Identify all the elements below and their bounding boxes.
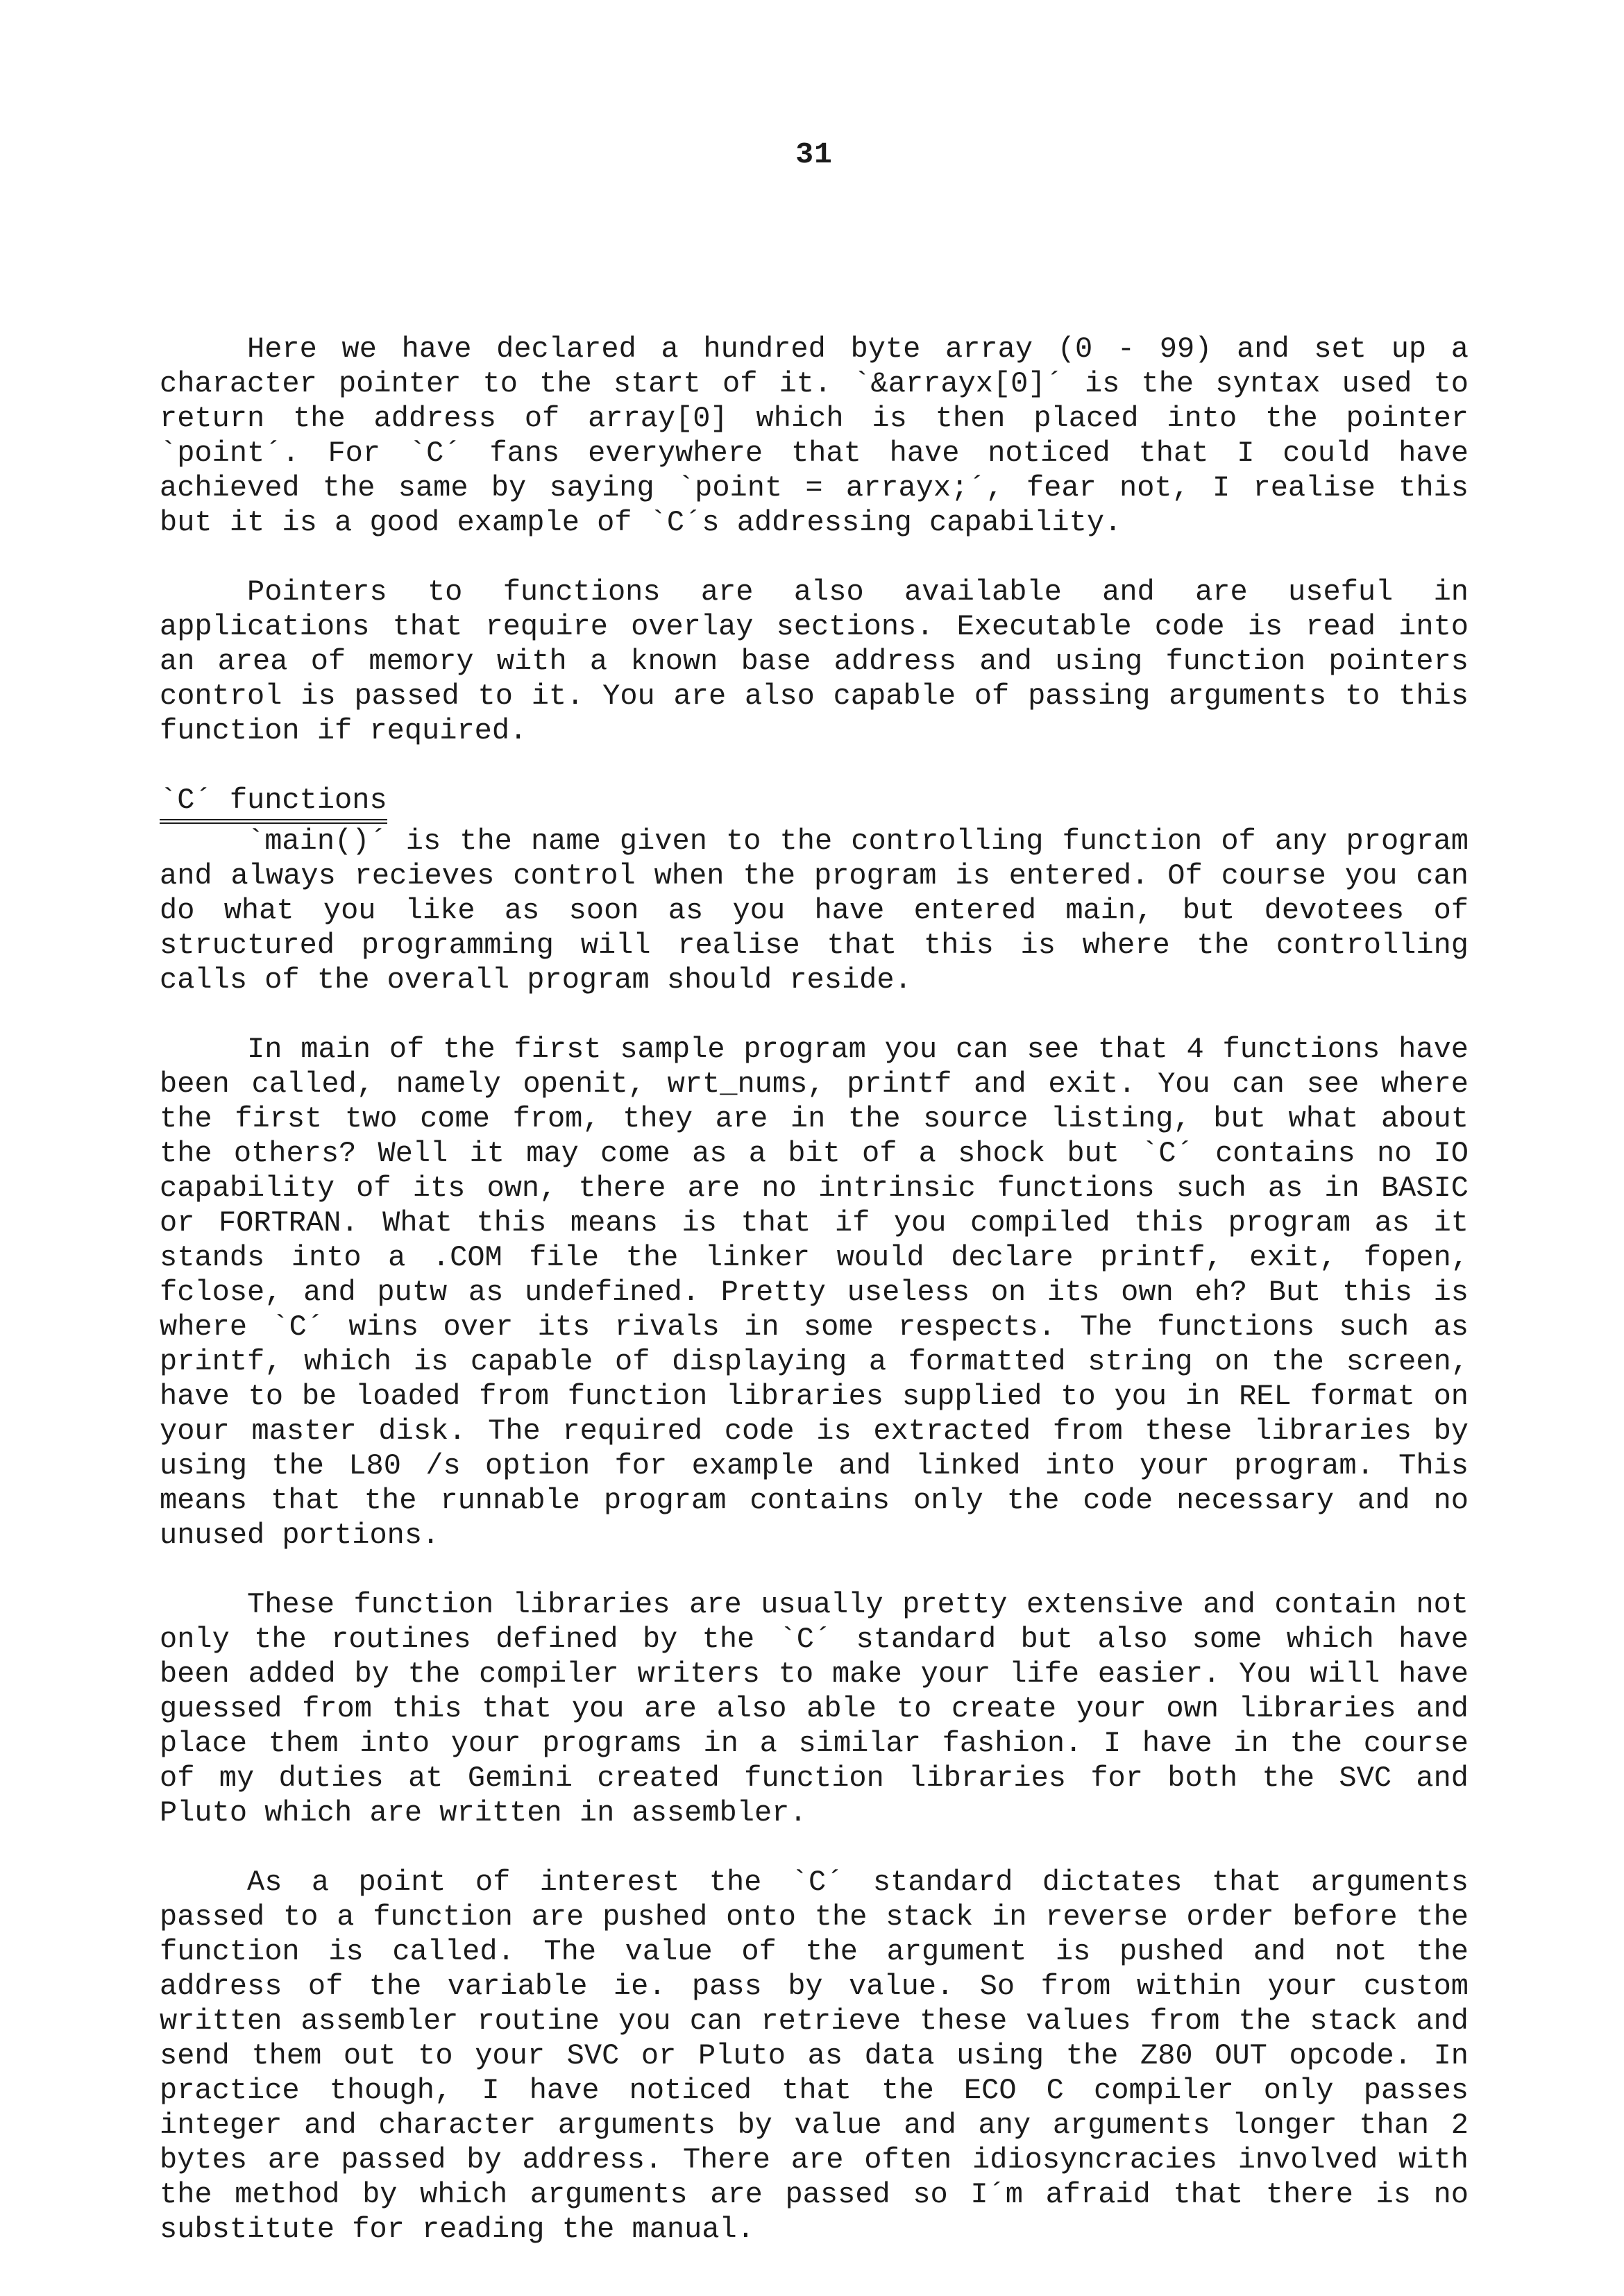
paragraph-main-function: `main()´ is the name given to the controlling function of any program and always recieves control when the program is entered. Of course you can do what you like as soon as you have entered main, but devotees of structured programming will realise that this is where the controlling calls of the overall program should reside. bbox=[160, 825, 1469, 997]
paragraph-argument-passing: As a point of interest the `C´ standard dictates that arguments passed to a function are pushed onto the stack in reverse order before the function is called. The value of the argument is pushed and not the address of the variable ie. pass by value. So from within your custom written assembler routine you can retrieve these values from the stack and send them out to your SVC or Pluto as data using the Z80 OUT opcode. In practice though, I have noticed that the ECO C compiler only passes integer and character arguments by value and any arguments longer than 2 bytes are passed by address. There are often idiosyncracies involved with the method by which arguments are passed so I´m afraid that there is no substitute for reading the manual. bbox=[160, 1866, 1469, 2246]
section-heading-text: `C´ functions bbox=[160, 783, 387, 824]
paragraph-array-pointer: Here we have declared a hundred byte array (0 - 99) and set up a character pointer to the start of it. `&arrayx[0]´ is the syntax used to return the address of array[0] which is then placed into the pointer `point´. For `C´ fans everywhere that have noticed that I could have achieved the same by saying `point = arrayx;´, fear not, I realise this but it is a good example of `C´s addressing capability. bbox=[160, 332, 1469, 539]
page-number: 31 bbox=[795, 137, 833, 171]
paragraph-io-libraries: In main of the first sample program you can see that 4 functions have been called, namely openit, wrt_nums, printf and exit. You can see where the first two come from, they are in the source listing, but what about the others? Well it may come as a bit of a shock but `C´ contains no IO capability of its own, there are no intrinsic functions such as in BASIC or FORTRAN. What this means is that if you compiled this program as it stands into a .COM file the linker would declare printf, exit, fopen, fclose, and putw as undefined. Pretty useless on its own eh? But this is where `C´ wins over its rivals in some respects. The functions such as printf, which is capable of displaying a formatted string on the screen, have to be loaded from function libraries supplied to you in REL format on your master disk. The required code is extracted from these libraries by using the L80 /s option for example and linked into your program. This means that the runnable program contains only the code necessary and no unused portions. bbox=[160, 1033, 1469, 1552]
section-heading bbox=[160, 783, 1469, 824]
paragraph-function-pointers: Pointers to functions are also available and are useful in applications that require overlay sections. Executable code is read into an area of memory with a known base address and using function pointers control is passed to it. You are also capable of passing arguments to this function if required. bbox=[160, 575, 1469, 748]
paragraph-library-extent: These function libraries are usually pretty extensive and contain not only the routines defined by the `C´ standard but also some which have been added by the compiler writers to make your life easier. You will have guessed from this that you are also able to create your own libraries and place them into your programs in a similar fashion. I have in the course of my duties at Gemini created function libraries for both the SVC and Pluto which are written in assembler. bbox=[160, 1588, 1469, 1830]
page-content bbox=[160, 332, 1469, 2247]
